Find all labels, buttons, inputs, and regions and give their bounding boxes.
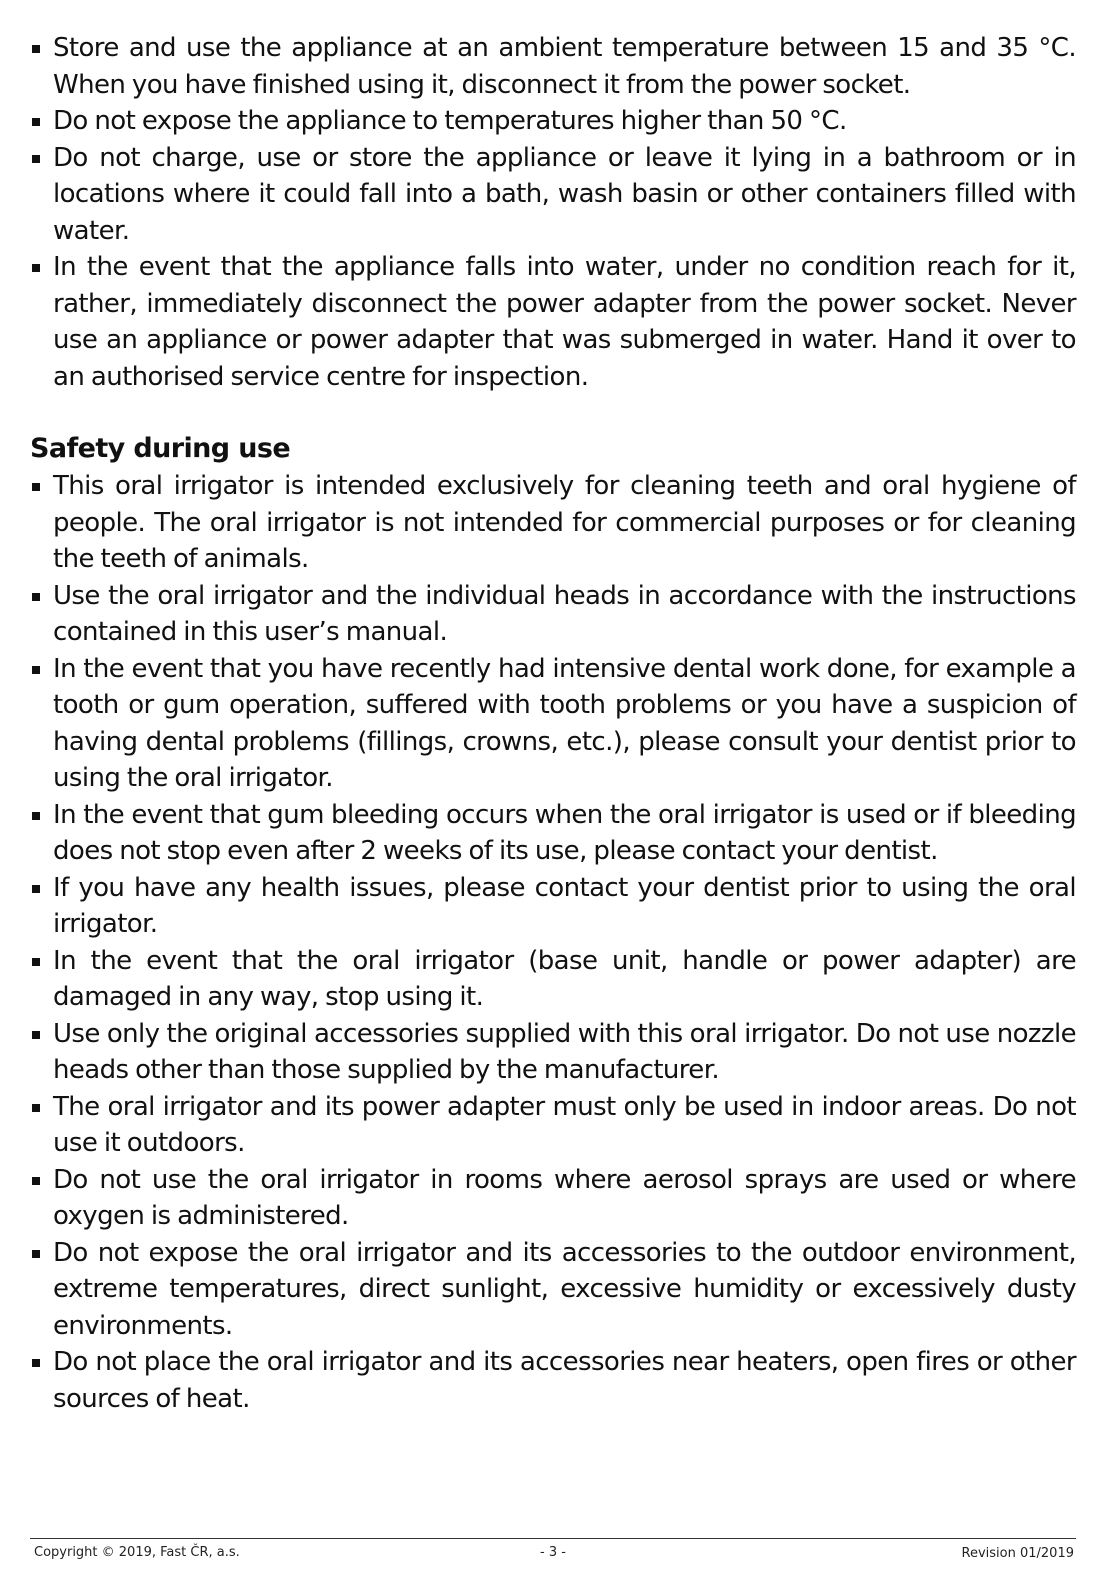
list-item: In the event that gum bleeding occurs when the oral irrigator is used or if bleeding does not stop even after 2 weeks of its use, please contact your dentist.	[30, 797, 1076, 870]
footer-copyright: Copyright © 2019, Fast ČR, a.s.	[34, 1545, 240, 1560]
list-item: In the event that the oral irrigator (base unit, handle or power adapter) are damaged in any way, stop using it.	[30, 943, 1076, 1016]
list-item: In the event that the appliance falls into water, under no condition reach for it, rather, immediately disconnect the power adapter from the power socket. Never use an appliance or power adapter that was submerged in water. Hand it over to an authorised service centre for inspection.	[30, 249, 1076, 395]
list-item: Do not expose the appliance to temperatures higher than 50 °C.	[30, 103, 1076, 140]
list-item: Use only the original accessories supplied with this oral irrigator. Do not use nozzle heads other than those supplied by the manufacturer.	[30, 1016, 1076, 1089]
list-item: Do not charge, use or store the appliance or leave it lying in a bathroom or in locations where it could fall into a bath, wash basin or other containers filled with water.	[30, 140, 1076, 250]
list-item: Do not place the oral irrigator and its accessories near heaters, open fires or other sources of heat.	[30, 1344, 1076, 1417]
footer-revision: Revision 01/2019	[961, 1546, 1074, 1561]
list-item: If you have any health issues, please contact your dentist prior to using the oral irrigator.	[30, 870, 1076, 943]
section-heading-safety: Safety during use	[30, 433, 291, 464]
page-footer	[30, 1538, 1076, 1561]
list-item: Use the oral irrigator and the individual heads in accordance with the instructions contained in this user’s manual.	[30, 578, 1076, 651]
intro-bullet-list	[30, 30, 1076, 395]
list-item: Do not expose the oral irrigator and its accessories to the outdoor environment, extreme temperatures, direct sunlight, excessive humidity or excessively dusty environments.	[30, 1235, 1076, 1345]
list-item: In the event that you have recently had intensive dental work done, for example a tooth or gum operation, suffered with tooth problems or you have a suspicion of having dental problems (fillings, crowns, etc.), please consult your dentist prior to using the oral irrigator.	[30, 651, 1076, 797]
safety-bullet-list	[30, 468, 1076, 1417]
list-item: Store and use the appliance at an ambient temperature between 15 and 35 °C. When you have finished using it, disconnect it from the power socket.	[30, 30, 1076, 103]
list-item: Do not use the oral irrigator in rooms where aerosol sprays are used or where oxygen is administered.	[30, 1162, 1076, 1235]
list-item: This oral irrigator is intended exclusively for cleaning teeth and oral hygiene of people. The oral irrigator is not intended for commercial purposes or for cleaning the teeth of animals.	[30, 468, 1076, 578]
list-item: The oral irrigator and its power adapter must only be used in indoor areas. Do not use it outdoors.	[30, 1089, 1076, 1162]
footer-page-number: - 3 -	[540, 1545, 566, 1560]
document-page	[30, 30, 1076, 1417]
